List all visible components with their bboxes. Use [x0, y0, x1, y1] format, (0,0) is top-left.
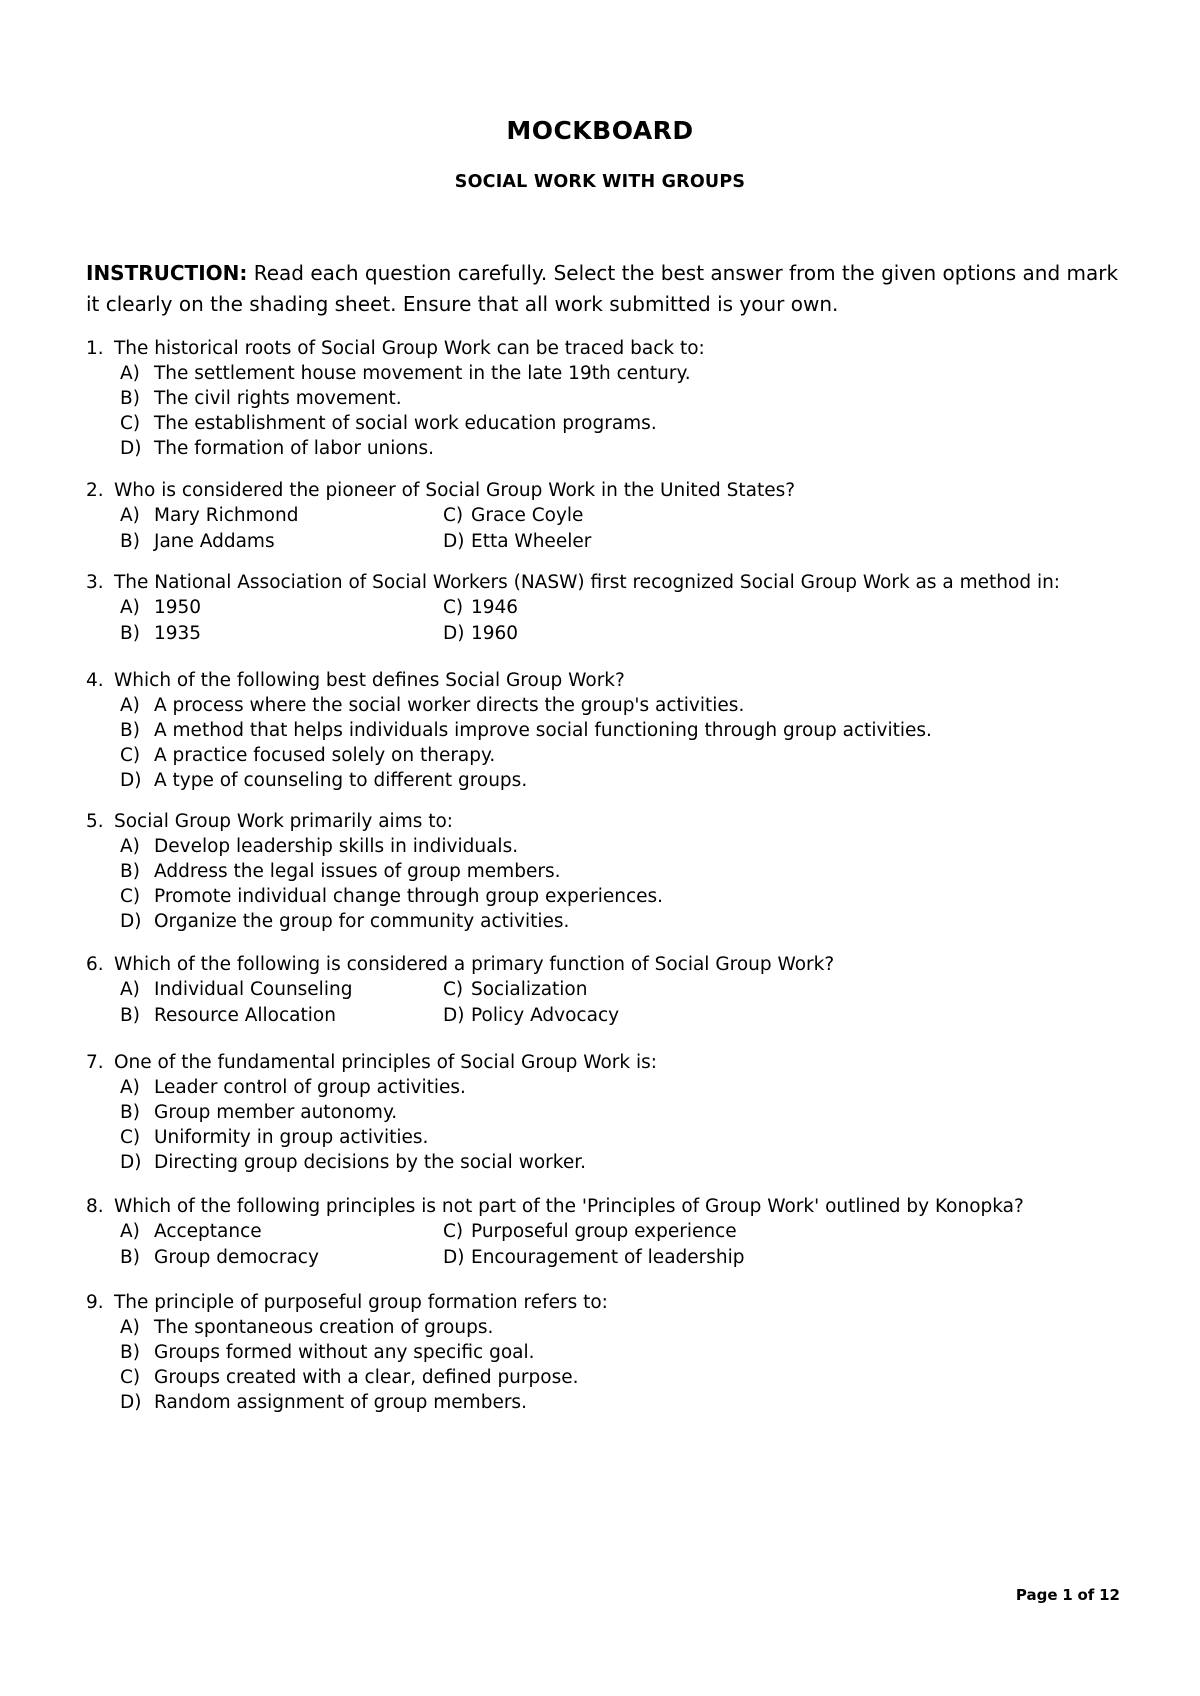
option-letter: B) [120, 388, 140, 409]
question-item [86, 478, 1126, 555]
option-text: The settlement house movement in the late 19th century. [154, 363, 691, 384]
answer-options [120, 1075, 1126, 1175]
answer-option [120, 1245, 443, 1271]
question-stem [86, 1050, 1126, 1075]
option-text: Policy Advocacy [471, 1005, 620, 1026]
question-number: 6. [86, 954, 104, 975]
option-text: A method that helps individuals improve social functioning through group activities. [154, 720, 932, 741]
answer-option [120, 693, 1126, 718]
option-letter: B) [120, 1102, 140, 1123]
option-text: Organize the group for community activities. [154, 911, 570, 932]
question-text: Social Group Work primarily aims to: [114, 811, 454, 832]
question-item [86, 570, 1126, 647]
question-stem [86, 952, 1126, 977]
answer-options [120, 503, 1126, 555]
document-title: MOCKBOARD [506, 116, 694, 145]
option-text: Group member autonomy. [154, 1102, 398, 1123]
option-letter: D) [120, 911, 142, 932]
answer-option [443, 595, 843, 621]
answer-option [120, 718, 1126, 743]
option-letter: C) [443, 1221, 464, 1242]
question-item [86, 336, 1126, 461]
page-current: 1 [1062, 1586, 1073, 1604]
option-text: Socialization [471, 979, 588, 1000]
answer-options [120, 693, 1126, 793]
option-text: Resource Allocation [154, 1005, 336, 1026]
answer-option [120, 1003, 443, 1029]
option-letter: C) [443, 505, 464, 526]
option-letter: D) [443, 1247, 465, 1268]
question-number: 1. [86, 338, 104, 359]
option-text: The establishment of social work education programs. [154, 413, 657, 434]
answer-option [120, 1365, 1126, 1390]
question-item [86, 668, 1126, 793]
page-of-label: of [1077, 1586, 1095, 1604]
option-letter: C) [120, 1127, 141, 1148]
answer-option [443, 977, 843, 1003]
option-letter: B) [120, 861, 140, 882]
question-text: One of the fundamental principles of Social Group Work is: [114, 1052, 657, 1073]
question-text: Which of the following principles is not part of the 'Principles of Group Work' outlined by Konopka? [114, 1196, 1024, 1217]
option-text: The civil rights movement. [154, 388, 402, 409]
answer-option [120, 1150, 1126, 1175]
question-stem [86, 668, 1126, 693]
option-letter: D) [120, 770, 142, 791]
instruction-text: Read each question carefully. Select the best answer from the given options and mark it clearly on the shading sheet. Ensure that all work submitted is your own. [86, 261, 1119, 316]
document-subtitle: SOCIAL WORK WITH GROUPS [454, 172, 746, 192]
answer-option [120, 977, 443, 1003]
question-stem [86, 1290, 1126, 1315]
option-letter: B) [120, 1247, 140, 1268]
question-number: 5. [86, 811, 104, 832]
option-text: Acceptance [154, 1221, 262, 1242]
option-letter: A) [120, 836, 140, 857]
answer-options [120, 1315, 1126, 1415]
option-letter: A) [120, 505, 140, 526]
answer-option [120, 1390, 1126, 1415]
option-letter: B) [120, 531, 140, 552]
answer-option [443, 1003, 843, 1029]
question-number: 8. [86, 1196, 104, 1217]
page-total: 12 [1099, 1586, 1120, 1604]
option-text: Purposeful group experience [471, 1221, 737, 1242]
question-item [86, 809, 1126, 934]
answer-option [120, 529, 443, 555]
answer-option [120, 1100, 1126, 1125]
question-stem [86, 1194, 1126, 1219]
option-text: The formation of labor unions. [154, 438, 434, 459]
option-letter: C) [443, 597, 464, 618]
question-stem [86, 336, 1126, 361]
answer-option [120, 859, 1126, 884]
option-text: Groups formed without any specific goal. [154, 1342, 535, 1363]
answer-option [443, 503, 843, 529]
question-item [86, 1290, 1126, 1415]
option-text: Directing group decisions by the social worker. [154, 1152, 586, 1173]
answer-option [443, 529, 843, 555]
answer-options [120, 1219, 1126, 1271]
option-letter: D) [443, 1005, 465, 1026]
option-letter: A) [120, 695, 140, 716]
option-text: Develop leadership skills in individuals. [154, 836, 519, 857]
option-text: Mary Richmond [154, 505, 299, 526]
question-text: Who is considered the pioneer of Social Group Work in the United States? [114, 480, 796, 501]
option-text: Promote individual change through group experiences. [154, 886, 664, 907]
answer-option [120, 1075, 1126, 1100]
question-number: 9. [86, 1292, 104, 1313]
option-letter: D) [120, 438, 142, 459]
option-letter: A) [120, 979, 140, 1000]
instruction-paragraph [86, 258, 1121, 320]
answer-option [120, 834, 1126, 859]
option-letter: D) [120, 1152, 142, 1173]
option-letter: C) [443, 979, 464, 1000]
option-text: Group democracy [154, 1247, 319, 1268]
answer-option [120, 411, 1126, 436]
answer-options [120, 595, 1126, 647]
answer-option [120, 361, 1126, 386]
option-letter: B) [120, 623, 140, 644]
answer-option [120, 884, 1126, 909]
answer-option [120, 1219, 443, 1245]
answer-options [120, 977, 1126, 1029]
option-letter: A) [120, 597, 140, 618]
option-text: Encouragement of leadership [471, 1247, 745, 1268]
option-text: 1935 [154, 623, 202, 644]
question-text: The historical roots of Social Group Work can be traced back to: [114, 338, 705, 359]
option-letter: C) [120, 413, 141, 434]
answer-option [443, 621, 843, 647]
answer-option [443, 1245, 843, 1271]
option-text: Jane Addams [154, 531, 275, 552]
question-number: 4. [86, 670, 104, 691]
option-text: Etta Wheeler [471, 531, 592, 552]
answer-option [120, 621, 443, 647]
option-letter: C) [120, 1367, 141, 1388]
question-item [86, 1194, 1126, 1271]
option-letter: B) [120, 720, 140, 741]
answer-option [120, 768, 1126, 793]
answer-option [443, 1219, 843, 1245]
answer-option [120, 595, 443, 621]
instruction-label: INSTRUCTION: [86, 261, 248, 285]
question-item [86, 952, 1126, 1029]
option-text: 1960 [471, 623, 519, 644]
option-text: The spontaneous creation of groups. [154, 1317, 494, 1338]
question-text: The National Association of Social Workers (NASW) first recognized Social Group Work as a method in: [114, 572, 1061, 593]
answer-option [120, 1340, 1126, 1365]
option-text: Groups created with a clear, defined purpose. [154, 1367, 579, 1388]
option-text: Random assignment of group members. [154, 1392, 527, 1413]
option-text: Individual Counseling [154, 979, 353, 1000]
page-label: Page [1015, 1586, 1058, 1604]
answer-option [120, 909, 1126, 934]
answer-options [120, 361, 1126, 461]
question-text: Which of the following best defines Social Group Work? [114, 670, 625, 691]
answer-option [120, 1315, 1126, 1340]
answer-option [120, 503, 443, 529]
question-text: Which of the following is considered a primary function of Social Group Work? [114, 954, 835, 975]
answer-option [120, 386, 1126, 411]
question-stem [86, 570, 1126, 595]
option-text: Uniformity in group activities. [154, 1127, 429, 1148]
question-number: 7. [86, 1052, 104, 1073]
option-text: 1946 [471, 597, 519, 618]
option-letter: D) [443, 623, 465, 644]
option-letter: B) [120, 1342, 140, 1363]
option-letter: A) [120, 363, 140, 384]
option-text: 1950 [154, 597, 202, 618]
option-letter: A) [120, 1221, 140, 1242]
page-number [1016, 1586, 1120, 1604]
option-letter: A) [120, 1317, 140, 1338]
option-letter: A) [120, 1077, 140, 1098]
option-letter: C) [120, 745, 141, 766]
option-letter: B) [120, 1005, 140, 1026]
answer-options [120, 834, 1126, 934]
option-letter: C) [120, 886, 141, 907]
question-number: 2. [86, 480, 104, 501]
question-stem [86, 478, 1126, 503]
option-text: Leader control of group activities. [154, 1077, 466, 1098]
answer-option [120, 743, 1126, 768]
question-stem [86, 809, 1126, 834]
answer-option [120, 436, 1126, 461]
option-text: Grace Coyle [471, 505, 584, 526]
option-text: A process where the social worker directs the group's activities. [154, 695, 745, 716]
option-text: Address the legal issues of group members. [154, 861, 561, 882]
option-letter: D) [443, 531, 465, 552]
question-text: The principle of purposeful group formation refers to: [114, 1292, 608, 1313]
question-number: 3. [86, 572, 104, 593]
option-text: A practice focused solely on therapy. [154, 745, 496, 766]
option-letter: D) [120, 1392, 142, 1413]
option-text: A type of counseling to different groups. [154, 770, 528, 791]
question-item [86, 1050, 1126, 1175]
answer-option [120, 1125, 1126, 1150]
